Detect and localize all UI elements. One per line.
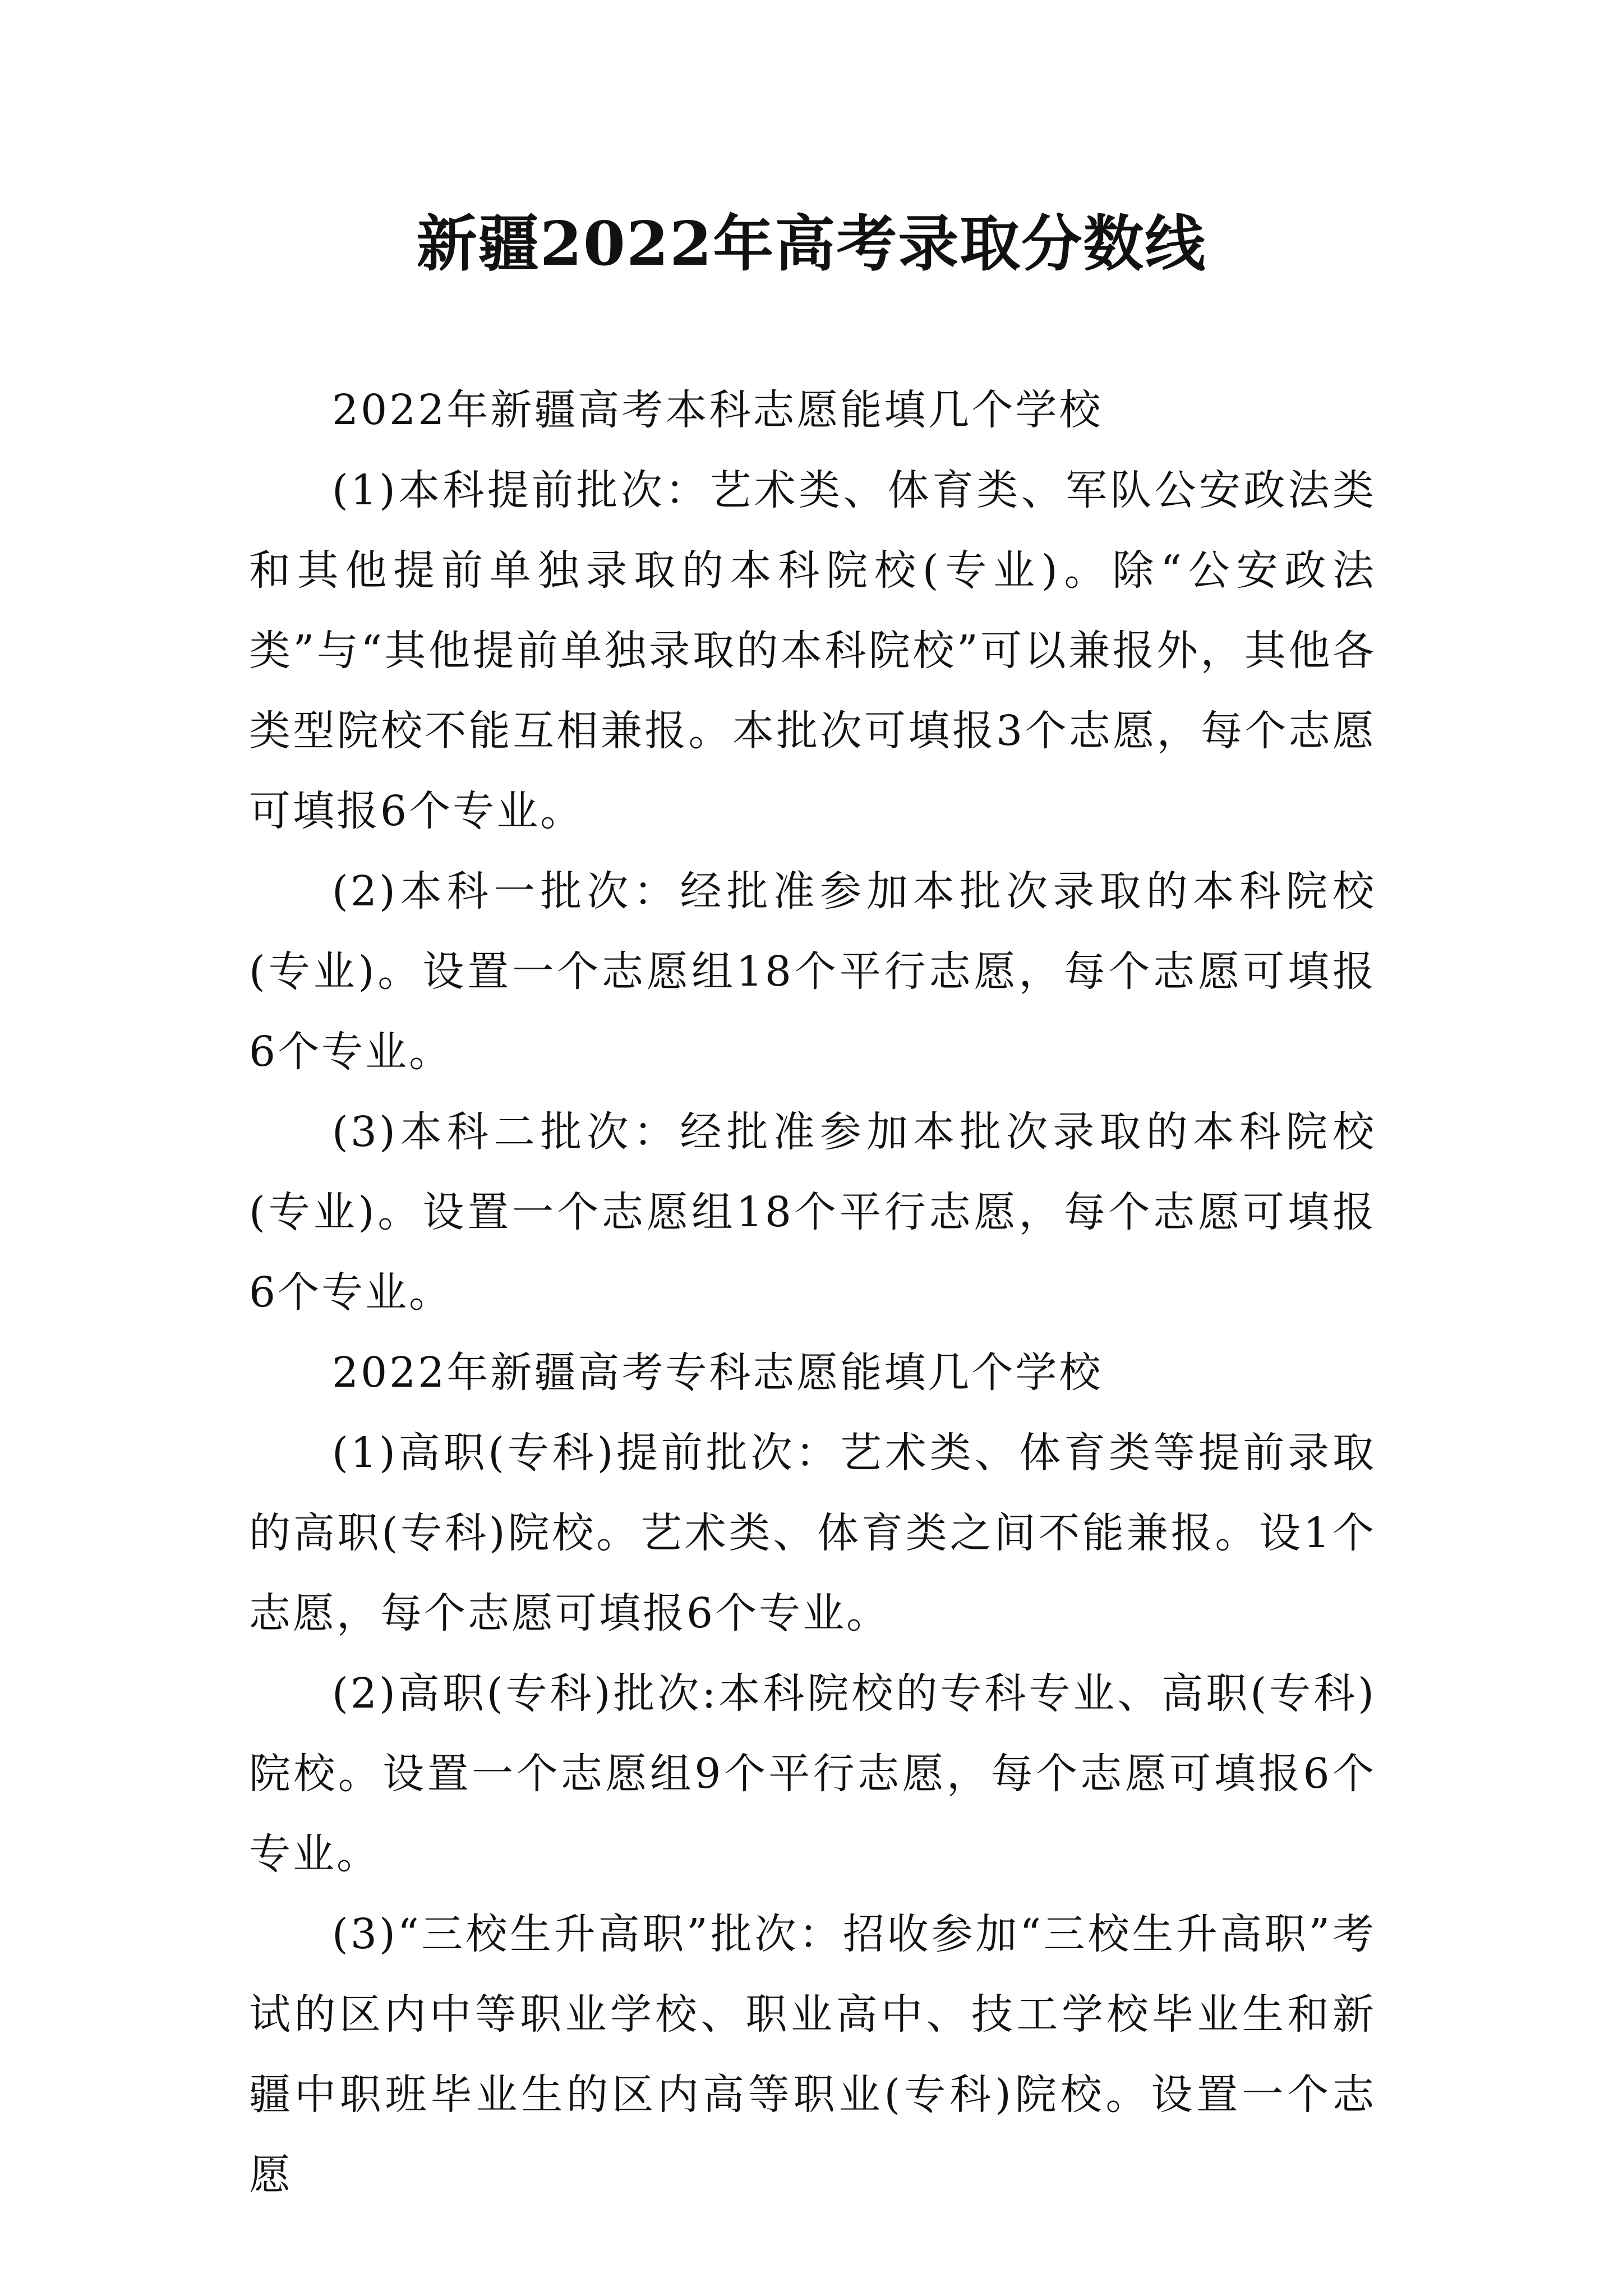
document-title: 新疆2022年高考录取分数线 <box>416 209 1207 279</box>
paragraph-undergraduate-early-batch: (1)本科提前批次：艺术类、体育类、军队公安政法类和其他提前单独录取的本科院校(专业)。除“公安政法类”与“其他提前单独录取的本科院校”可以兼报外，其他各类型院校不能互相兼报。本批次可填报3个志愿，每个志愿可填报6个专业。 <box>249 466 1376 835</box>
paragraph-undergraduate-first-batch: (2)本科一批次：经批准参加本批次录取的本科院校(专业)。设置一个志愿组18个平行志愿，每个志愿可填报6个专业。 <box>249 867 1376 1076</box>
paragraph-vocational-early-batch: (1)高职(专科)提前批次：艺术类、体育类等提前录取的高职(专科)院校。艺术类、体育类之间不能兼报。设1个志愿，每个志愿可填报6个专业。 <box>249 1429 1376 1637</box>
section-heading-undergraduate: 2022年新疆高考本科志愿能填几个学校 <box>332 386 1103 434</box>
document-body <box>249 370 1376 2215</box>
paragraph-three-schools-batch: (3)“三校生升高职”批次：招收参加“三校生升高职”考试的区内中等职业学校、职业高中、技工学校毕业生和新疆中职班毕业生的区内高等职业(专科)院校。设置一个志愿 <box>249 1910 1376 2199</box>
paragraph-vocational-batch: (2)高职(专科)批次:本科院校的专科专业、高职(专科)院校。设置一个志愿组9个平行志愿，每个志愿可填报6个专业。 <box>249 1669 1376 1878</box>
section-heading-vocational: 2022年新疆高考专科志愿能填几个学校 <box>332 1349 1103 1397</box>
paragraph-undergraduate-second-batch: (3)本科二批次：经批准参加本批次录取的本科院校(专业)。设置一个志愿组18个平行志愿，每个志愿可填报6个专业。 <box>249 1108 1376 1317</box>
